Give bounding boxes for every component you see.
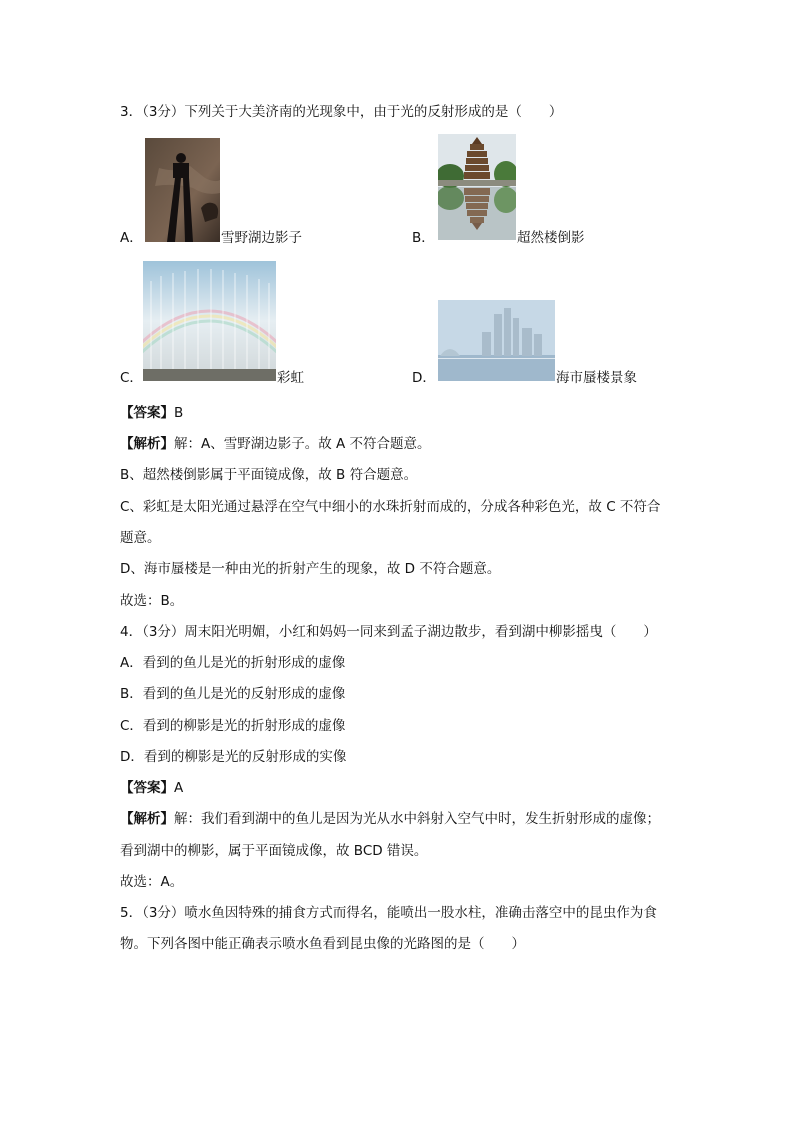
- analysis-tag: 【解析】: [120, 811, 174, 827]
- q4-option-c: C．看到的柳影是光的折射形成的虚像: [120, 718, 346, 734]
- q3-analysis-line-4: 题意。: [120, 530, 161, 546]
- q3-analysis-line-6: 故选：B。: [120, 593, 184, 609]
- pagoda-reflection-photo: [438, 134, 516, 240]
- analysis-tag: 【解析】: [120, 436, 174, 452]
- q4-option-b: B．看到的鱼儿是光的反射形成的虚像: [120, 686, 346, 702]
- q4-analysis-line-3: 故选：A。: [120, 874, 184, 890]
- q3-option-a-caption: 雪野湖边影子: [221, 230, 302, 246]
- q4-analysis-line-2: 看到湖中的柳影，属于平面镜成像，故 BCD 错误。: [120, 843, 428, 859]
- q3-analysis-line-1: 【解析】解：A、雪野湖边影子。故 A 不符合题意。: [120, 436, 431, 452]
- q3-stem: 3．（3分）下列关于大美济南的光现象中，由于光的反射形成的是（ ）: [120, 104, 563, 120]
- q3-option-c-caption: 彩虹: [277, 370, 304, 386]
- q3-option-c-letter: C．: [120, 370, 143, 386]
- q3-option-d-letter: D．: [412, 370, 436, 386]
- q4-option-d: D．看到的柳影是光的反射形成的实像: [120, 749, 347, 765]
- answer-tag: 【答案】: [120, 405, 174, 421]
- mirage-photo: [438, 300, 555, 381]
- answer-tag: 【答案】: [120, 780, 174, 796]
- q5-stem-line-2: 物。下列各图中能正确表示喷水鱼看到昆虫像的光路图的是（ ）: [120, 936, 525, 952]
- q4-analysis-line-1: 【解析】解：我们看到湖中的鱼儿是因为光从水中斜射入空气中时，发生折射形成的虚像；: [120, 811, 660, 827]
- q3-option-b-letter: B．: [412, 230, 435, 246]
- q3-analysis-line-5: D、海市蜃楼是一种由光的折射产生的现象，故 D 不符合题意。: [120, 561, 501, 577]
- q4-answer-line: [120, 779, 183, 797]
- q3-option-b-caption: 超然楼倒影: [517, 230, 585, 246]
- q5-stem-line-1: 5．（3分）喷水鱼因特殊的捕食方式而得名，能喷出一股水柱，准确击落空中的昆虫作为食: [120, 905, 657, 921]
- q3-analysis-line-2: B、超然楼倒影属于平面镜成像，故 B 符合题意。: [120, 467, 418, 483]
- q3-option-d-caption: 海市蜃楼景象: [556, 370, 637, 386]
- answer-value: A: [174, 780, 184, 796]
- answer-value: B: [174, 405, 184, 421]
- q4-stem: 4．（3分）周末阳光明媚，小红和妈妈一同来到孟子湖边散步，看到湖中柳影摇曳（ ）: [120, 624, 657, 640]
- rainbow-fountain-photo: [143, 261, 276, 381]
- q3-answer-line: [120, 404, 183, 422]
- shadow-photo: [145, 138, 220, 242]
- q3-option-a-letter: A．: [120, 230, 143, 246]
- q3-analysis-line-3: C、彩虹是太阳光通过悬浮在空气中细小的水珠折射而成的，分成各种彩色光，故 C 不符合: [120, 499, 661, 515]
- q4-option-a: A．看到的鱼儿是光的折射形成的虚像: [120, 655, 346, 671]
